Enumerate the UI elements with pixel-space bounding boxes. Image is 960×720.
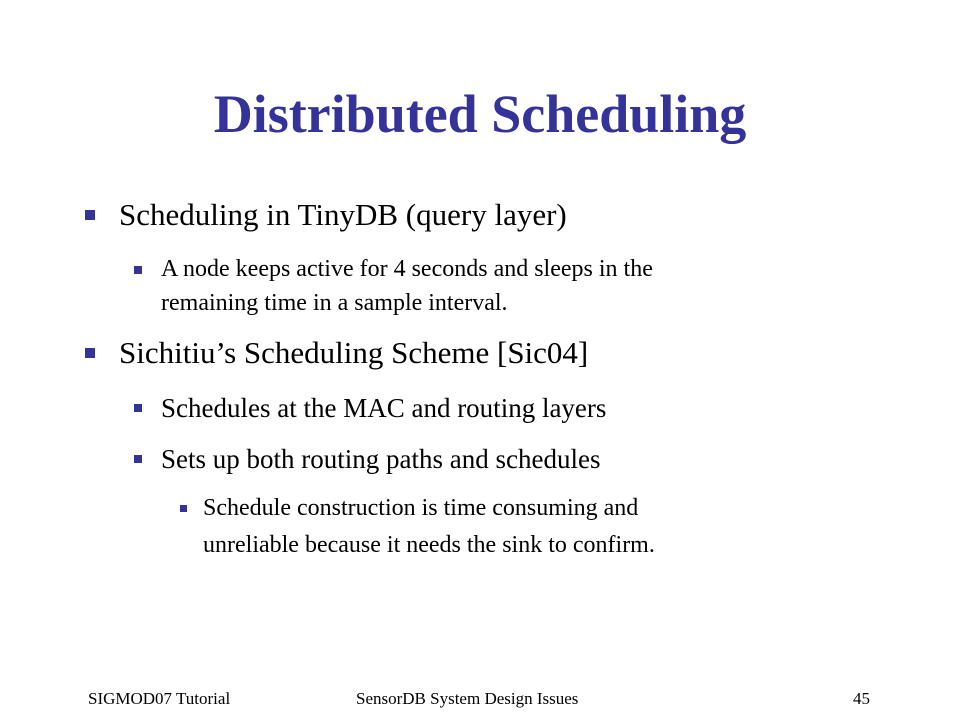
square-bullet-icon bbox=[180, 505, 187, 512]
bullet-text: Sets up both routing paths and schedules bbox=[161, 444, 601, 474]
square-bullet-icon bbox=[85, 348, 95, 358]
footer-left: SIGMOD07 Tutorial bbox=[88, 689, 231, 708]
square-bullet-icon bbox=[134, 266, 142, 274]
bullet-text-line-2: unreliable because it needs the sink to confirm. bbox=[203, 532, 655, 558]
square-bullet-icon bbox=[134, 404, 142, 412]
bullet-text-line-2: remaining time in a sample interval. bbox=[161, 290, 508, 316]
bullet-text-line-1: Schedule construction is time consuming and bbox=[203, 495, 639, 521]
footer-center: SensorDB System Design Issues bbox=[356, 689, 579, 708]
square-bullet-icon bbox=[85, 210, 95, 220]
slide-title: Distributed Scheduling bbox=[213, 84, 747, 144]
bullet-text: Sichitiu’s Scheduling Scheme [Sic04] bbox=[119, 335, 589, 370]
bullet-text: Scheduling in TinyDB (query layer) bbox=[119, 197, 567, 232]
bullet-text: Schedules at the MAC and routing layers bbox=[161, 393, 607, 423]
bullet-text-line-1: A node keeps active for 4 seconds and sleeps in the bbox=[161, 256, 653, 282]
page-number: 45 bbox=[853, 689, 870, 708]
square-bullet-icon bbox=[134, 455, 142, 463]
